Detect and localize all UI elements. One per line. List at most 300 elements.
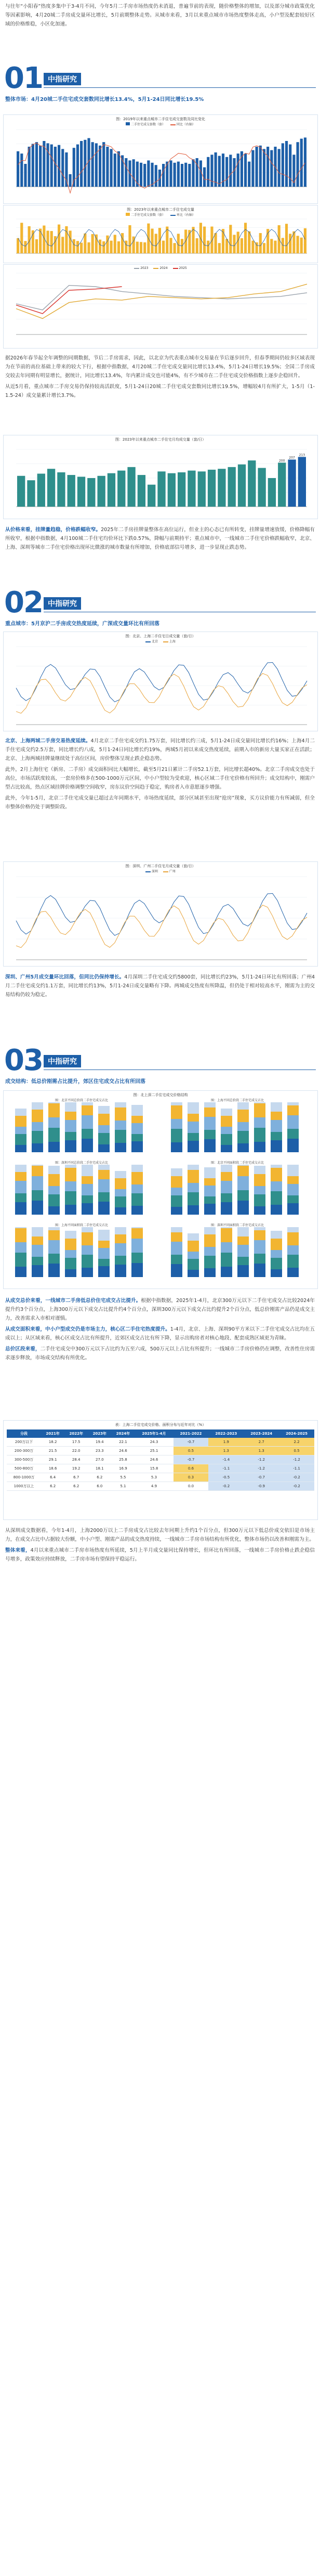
table-cell: 19.4 [88,1438,111,1447]
structure-chart [161,1098,314,1158]
data-label: 200 [278,459,285,463]
bar [229,225,232,253]
table-cell: -0.2 [279,1473,314,1482]
bar [282,143,284,187]
bar [80,243,83,253]
bar [155,165,157,187]
segment [15,1202,26,1215]
figure-shenzhen-guangzhou [3,861,318,967]
legend-label: 2024 [159,266,168,270]
figure-table [3,1420,318,1520]
segment [204,1130,216,1139]
bar [17,476,25,507]
segment [188,1233,199,1241]
segment [254,1264,265,1277]
segment [171,1105,182,1119]
bar [46,230,49,253]
bar [110,149,112,187]
paragraph [0,973,320,999]
segment [171,1264,182,1277]
table-cell: -1.2 [244,1456,279,1464]
bar [84,140,86,187]
segment [82,1139,93,1152]
bar [168,473,176,507]
yoy-line-chart [4,270,315,345]
bar [148,485,155,507]
figure-transactions-monthly [3,114,318,204]
segment [171,1232,182,1242]
bar [127,467,135,507]
bar [125,158,127,187]
bar [289,145,291,187]
segment [48,1240,60,1254]
segment [287,1245,299,1255]
legend-label: 二手住宅成交套数（套） [131,123,166,126]
segment [115,1243,126,1256]
legend-label: 环比（右轴） [176,213,195,217]
section-02-text-2 [0,973,320,999]
bar [117,151,120,187]
table-cell: 0.5 [174,1447,209,1456]
segment [48,1186,60,1194]
bar [304,137,306,187]
segment [131,1193,143,1206]
bar [97,476,105,507]
segment [188,1170,199,1183]
bar [208,470,216,507]
segment [287,1105,299,1115]
column-header: 2023-2024 [244,1429,279,1438]
segment [15,1172,26,1181]
segment [15,1242,26,1253]
legend-label: 北京 [152,640,158,643]
segment [237,1102,249,1110]
segment [237,1110,249,1122]
bar [20,223,23,253]
bar [91,234,94,253]
bar [136,242,139,253]
segment [82,1227,93,1232]
paragraph-body: 二手住宅成交中300万元以下占比约为五至六成，500万元以上占比有所提升；一线城市二手房价格仍在调整，改善性住房需求逐步释放，市场成交结构有所优化。 [5,1346,315,1361]
table-cell: 22.0 [64,1447,88,1456]
table-cell: 6.2 [64,1482,88,1491]
segment [271,1231,282,1239]
table-cell: -1.1 [208,1464,244,1473]
column-header: 2024-2025 [279,1429,314,1438]
section-01-text-2 [0,525,320,552]
bar [24,164,26,187]
bar [151,163,153,187]
table-cell: -0.9 [244,1482,279,1491]
segment [221,1253,232,1267]
segment [15,1193,26,1202]
segment [237,1227,249,1237]
bar [237,231,239,253]
section-01-text-1 [0,354,320,400]
segment [48,1194,60,1206]
segment [237,1237,249,1245]
section-03-text-2 [0,1526,320,1564]
table-row [7,1473,314,1482]
segment [98,1114,110,1125]
figure-yoy-lines [3,264,318,349]
paragraph-lead: 北京、上海两城二手房交易热度延续。 [5,738,91,744]
segment [221,1181,232,1193]
segment [115,1130,126,1143]
price-distribution-table [7,1429,314,1491]
section-02-header [0,588,320,618]
column-header: 分段 [7,1429,41,1438]
segment [221,1172,232,1181]
table-cell: 24.6 [111,1447,135,1456]
segment [287,1184,299,1195]
segment [82,1232,93,1245]
segment [98,1125,110,1133]
bar [215,233,217,253]
segment [204,1167,216,1178]
column-header: 2022-2023 [208,1429,244,1438]
segment [254,1186,265,1194]
bar [50,145,53,187]
bar [99,146,101,187]
segment [271,1250,282,1258]
segment [65,1258,76,1269]
bar [203,227,206,253]
paragraph-body: 4月北京二手住宅成交约1.75万套，同比增长约三成，5月1-24日成交量同比增长约16%；上海4月二手住宅成交约2.5万套，同比增长约八成，5月1-24日同比增长约19%，两城5月初以来成交热度延续，前期入市的新房大量买家正在活跃；北京、上海两城挂牌量继续处于高位区间，房价整体呈现止跌企稳态势。 [5,738,315,762]
section-number: 02 [4,586,43,620]
bar [270,150,273,187]
segment [287,1129,299,1139]
bar [288,459,296,507]
series-line-2023 [16,286,307,310]
table-cell: 28.4 [64,1456,88,1464]
segment [98,1106,110,1114]
segment [98,1192,110,1202]
figure-title: 图：2023年以来重点城市二手住宅成交量 [127,208,194,212]
table-cell: 1000万以上 [7,1482,41,1491]
segment [15,1227,26,1228]
segment [237,1257,249,1265]
bar [158,170,161,187]
structure-chart-grid [4,1098,317,1285]
bar [210,154,213,187]
segment [171,1176,182,1188]
structure-chart [5,1222,158,1283]
bar [263,243,265,253]
table-cell: -1.1 [279,1464,314,1473]
stacked-bar-chart [161,1102,314,1156]
segment [65,1191,76,1205]
segment [271,1258,282,1269]
bar [296,236,299,253]
segment [221,1116,232,1127]
bar [248,231,250,253]
segment [15,1116,26,1127]
segment [271,1239,282,1250]
segment [188,1133,199,1141]
segment [115,1102,126,1107]
bar [229,154,232,187]
segment [237,1176,249,1190]
segment [287,1176,299,1184]
segment [48,1230,60,1240]
section-number: 03 [4,1044,43,1077]
bar [244,153,247,187]
table-cell: 800-1000万 [7,1473,41,1482]
segment [32,1227,43,1237]
bar [46,143,49,187]
segment [131,1228,143,1239]
segment [204,1268,216,1277]
chart-title: 图：北京不同面积段二手住宅成交占比 [210,1161,264,1165]
segment [171,1102,182,1105]
segment [131,1165,143,1172]
segment [221,1267,232,1277]
paragraph-lead: 深圳、广州5月成交量环比回落，但同比仍保持增长。 [5,974,125,980]
segment [48,1142,60,1152]
bar [117,471,125,507]
bar [222,229,224,253]
bar [20,153,23,187]
paragraph-lead: 总价区段来看， [5,1346,41,1352]
segment [15,1181,26,1193]
bar [225,239,228,253]
paragraph: 从深圳成交数据看，今年1-4月，上海2000万以上二手房成交占比较去年同期上升约1个百分点，但300万元以下低总价成交依旧是市场主力，在成交占比中占据较大份额，中小户型、刚需产品的成交热度持续，一线城市二手房市场结构有所优化，整体市场仍以改善和刚需为主。 [5,1528,315,1542]
brand-badge: 中指研究 [44,73,81,85]
segment [221,1242,232,1253]
bar [169,160,172,187]
segment [171,1142,182,1152]
table-cell: 2.7 [244,1438,279,1447]
segment [204,1117,216,1130]
bar [58,225,60,253]
segment [32,1265,43,1277]
segment [115,1234,126,1243]
bar [298,457,306,507]
segment [98,1241,110,1248]
table-cell: -0.2 [208,1482,244,1491]
segment [65,1239,76,1250]
bar [155,234,157,253]
segment [115,1265,126,1277]
bar [114,153,116,187]
segment [287,1165,299,1176]
bar [259,146,262,187]
bar [61,149,64,187]
section-01-subtitle: 整体市场：4月20城二手住宅成交套数同比增长13.4%，5月1-24日同比增长19.5% [5,97,204,102]
legend-label: 同比（右轴） [176,123,195,126]
column-header: 2025年1-4月 [135,1429,173,1438]
segment [254,1128,265,1142]
figure-daily-average [3,435,318,519]
table-cell: 27.0 [88,1456,111,1464]
segment [188,1165,199,1170]
structure-chart [161,1222,314,1283]
table-cell: 22.1 [111,1438,135,1447]
legend-swatch [145,871,151,872]
paragraph-body: 4月以来重点城市二手房市场热度有所延续，5月上半月成交量同比保持增长，但环比有所回落，一线城市二手房价格止跌企稳信号增多，政策效应持续释放，二手房市场有望保持平稳运行。 [5,1548,315,1562]
segment [131,1172,143,1184]
bar [87,242,90,253]
bar [184,163,187,187]
bar [289,234,291,253]
segment [65,1205,76,1215]
segment [131,1105,143,1116]
bar [233,158,235,187]
bar [196,238,198,253]
segment [65,1132,76,1140]
bar [196,158,198,187]
table-row [7,1482,314,1491]
bar [244,223,247,253]
bar [140,163,142,187]
segment [221,1193,232,1202]
legend-label: 2023 [140,266,149,270]
bar [285,141,288,187]
bar [258,468,265,507]
paragraph [0,1546,320,1564]
bar [174,243,176,253]
segment [271,1191,282,1205]
segment [254,1117,265,1128]
segment [115,1196,126,1207]
segment [32,1122,43,1131]
paragraph-lead: 从成交面积来看，中小户型成交仍是市场主力，核心区二手住宅热度提升。 [5,1326,170,1332]
legend-label: 深圳 [152,870,158,873]
series-line-2025 [16,287,122,314]
stacked-bar-chart [161,1227,314,1281]
bar [99,240,101,253]
segment [82,1268,93,1277]
segment [82,1115,93,1129]
segment [32,1190,43,1201]
segment [48,1206,60,1215]
weekly-bar-chart [4,217,315,263]
bar [138,475,145,507]
bar [110,241,112,253]
figure-title: 图：2019年以来重点城市二手住宅成交套数及同比变化 [116,117,205,121]
table-cell: 6.7 [64,1473,88,1482]
segment [188,1205,199,1215]
bar [54,236,57,253]
segment [65,1231,76,1239]
bar [69,230,72,253]
segment [65,1140,76,1152]
bar [169,238,172,253]
segment [171,1168,182,1176]
bar [248,460,256,507]
bar [28,147,31,187]
table-cell: 200-300万 [7,1447,41,1456]
segment [65,1112,76,1120]
table-cell: 1.3 [208,1447,244,1456]
segment [15,1228,26,1242]
figure-beijing-shanghai [3,632,318,731]
bar [237,153,239,187]
figure-title: 图：深圳、广州二手住宅月成交量（套/日） [125,864,196,868]
segment [65,1102,76,1112]
segment [204,1204,216,1215]
segment [271,1120,282,1132]
segment [171,1207,182,1215]
bar [192,227,194,253]
bar [125,241,127,253]
column-header: 2021-2022 [174,1429,209,1438]
segment [131,1253,143,1263]
segment [82,1195,93,1203]
legend-swatch [163,641,168,642]
segment [48,1174,60,1186]
segment [188,1270,199,1277]
segment [271,1165,282,1168]
table-cell: 21.5 [41,1447,64,1456]
table-cell: 4.9 [135,1482,173,1491]
segment [82,1255,93,1268]
table-cell: 25.8 [111,1456,135,1464]
segment [131,1134,143,1141]
legend-label: 广州 [169,870,176,873]
bar [266,229,269,253]
bar [278,149,281,187]
bar [117,241,120,253]
segment [287,1139,299,1152]
segment [171,1227,182,1232]
segment [32,1102,43,1110]
stacked-bar-chart [5,1102,158,1156]
table-cell: -0.7 [244,1473,279,1482]
segment [254,1166,265,1174]
segment [221,1127,232,1134]
segment [254,1142,265,1152]
segment [115,1171,126,1178]
segment [32,1257,43,1265]
segment [32,1176,43,1190]
segment [82,1129,93,1139]
bar [259,233,262,253]
legend-swatch [126,213,130,216]
bar [106,147,109,187]
segment [98,1248,110,1259]
table-cell: 23.3 [88,1447,111,1456]
segment [65,1250,76,1258]
data-label: 207 [289,456,295,460]
segment [254,1240,265,1254]
table-cell: 0.5 [279,1447,314,1456]
bar [151,228,153,253]
bar [128,225,131,253]
bar [304,228,306,253]
segment [237,1265,249,1277]
table-cell: 17.5 [64,1438,88,1447]
segment [115,1107,126,1120]
segment [115,1256,126,1265]
table-cell: 24.6 [135,1456,173,1464]
bar [263,149,265,187]
bar [95,235,98,253]
bar [61,237,64,253]
segment [287,1203,299,1215]
legend-swatch [170,124,176,125]
segment [237,1143,249,1152]
segment [32,1201,43,1215]
bar [210,227,213,253]
paragraph [0,525,320,552]
segment [171,1119,182,1129]
segment [271,1205,282,1215]
bar [188,164,191,187]
bar [266,147,269,187]
data-label: 213 [299,453,305,457]
